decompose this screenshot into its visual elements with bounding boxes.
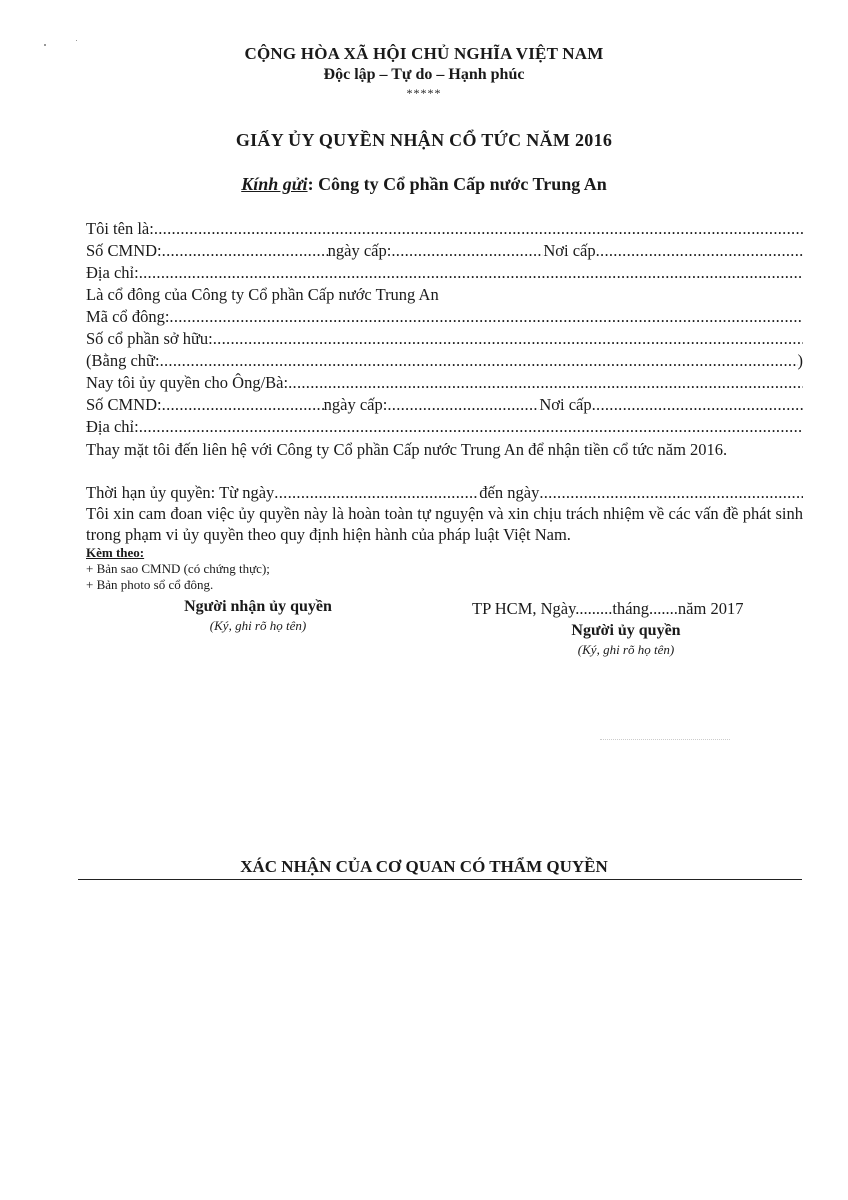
confirmation-rule [78,879,802,880]
address-field[interactable] [139,263,803,283]
recipient-name: Công ty Cổ phần Cấp nước Trung An [313,174,607,194]
period-label: Thời hạn ủy quyền: Từ ngày [86,483,275,502]
confirmation-heading: XÁC NHẬN CỦA CƠ QUAN CÓ THẨM QUYỀN [240,857,608,876]
shares-owned-row [86,329,803,351]
issue-date-label-2: ngày cấp: [323,395,388,414]
attachment-item: + Bản sao CMND (có chứng thực); [86,561,270,576]
issue-place-label-2: Nơi cấp [539,395,592,414]
id-row-2 [86,395,803,417]
recipient-colon: : [307,174,314,194]
shareholder-of-text: Là cổ đông của Công ty Cổ phần Cấp nước Trung An [86,285,439,304]
issue-date-field[interactable] [391,241,543,261]
period-row [86,483,803,505]
issue-date-field-2[interactable] [387,395,539,415]
receiver-signature-note: (Ký, ghi rõ họ tên) [209,618,307,633]
motto-heading: Độc lập – Tự do – Hạnh phúc [323,66,525,83]
in-words-row [86,351,803,373]
in-words-close: ) [797,351,803,370]
id-row [86,241,803,263]
shareholder-code-field[interactable] [169,307,803,327]
period-to-field[interactable] [539,483,803,503]
authorize-field[interactable] [288,373,803,393]
in-words-label: (Bằng chữ: [86,351,160,370]
place-date: TP HCM, Ngày.........tháng.......năm 2017 [472,599,744,618]
name-field[interactable] [154,219,803,239]
address-row-2 [86,417,803,439]
grantor-signature-note: (Ký, ghi rõ họ tên) [577,642,675,657]
address-row [86,263,803,285]
authorize-row [86,373,803,395]
commitment-text: Tôi xin cam đoan việc ủy quyền này là hoàn toàn tự nguyện và xin chịu trách nhiệm về các vấn đề phát sinh trong phạm vi ủy quyền theo quy định hiện hành của pháp luật Việt Nam. [86,504,803,544]
shareholder-code-row [86,307,803,329]
nation-heading: CỘNG HÒA XÃ HỘI CHỦ NGHĨA VIỆT NAM [244,44,604,63]
attachment-item: + Bản photo sổ cổ đông. [86,577,214,592]
recipient-line [0,174,848,195]
address-label: Địa chỉ: [86,263,139,282]
shares-owned-field[interactable] [213,329,803,349]
faint-mark [600,739,730,740]
period-from-field[interactable] [274,483,479,503]
id-field[interactable] [162,241,328,261]
in-words-field[interactable] [160,351,798,371]
name-row [86,219,803,241]
authorize-label: Nay tôi ủy quyền cho Ông/Bà: [86,373,289,392]
header-stars: ***** [406,86,442,100]
id-field-2[interactable] [162,395,324,415]
grantor-signature-title: Người ủy quyền [571,622,681,639]
id-label: Số CMND: [86,241,162,260]
recipient-label: Kính gửi [241,174,308,194]
receiver-signature-block [158,598,358,634]
attachments-heading: Kèm theo: [86,545,145,560]
grantor-signature-block [526,622,726,658]
issue-place-field[interactable] [596,241,803,261]
receiver-signature-title: Người nhận ủy quyền [184,598,332,615]
issue-place-field-2[interactable] [592,395,803,415]
address-field-2[interactable] [139,417,803,437]
name-label: Tôi tên là: [86,219,154,238]
scan-speck [76,40,77,41]
document-title: GIẤY ỦY QUYỀN NHẬN CỔ TỨC NĂM 2016 [235,130,613,150]
id-label-2: Số CMND: [86,395,162,414]
address-label-2: Địa chỉ: [86,417,139,436]
period-to-label: đến ngày [479,483,540,502]
shareholder-of-row [86,285,803,307]
issue-date-label: ngày cấp: [327,241,392,260]
issue-place-label: Nơi cấp [543,241,596,260]
purpose-text: Thay mặt tôi đến liên hệ với Công ty Cổ phần Cấp nước Trung An để nhận tiền cổ tức năm 2016. [86,440,728,459]
shareholder-code-label: Mã cổ đông: [86,307,170,326]
shares-owned-label: Số cổ phần sở hữu: [86,329,213,348]
